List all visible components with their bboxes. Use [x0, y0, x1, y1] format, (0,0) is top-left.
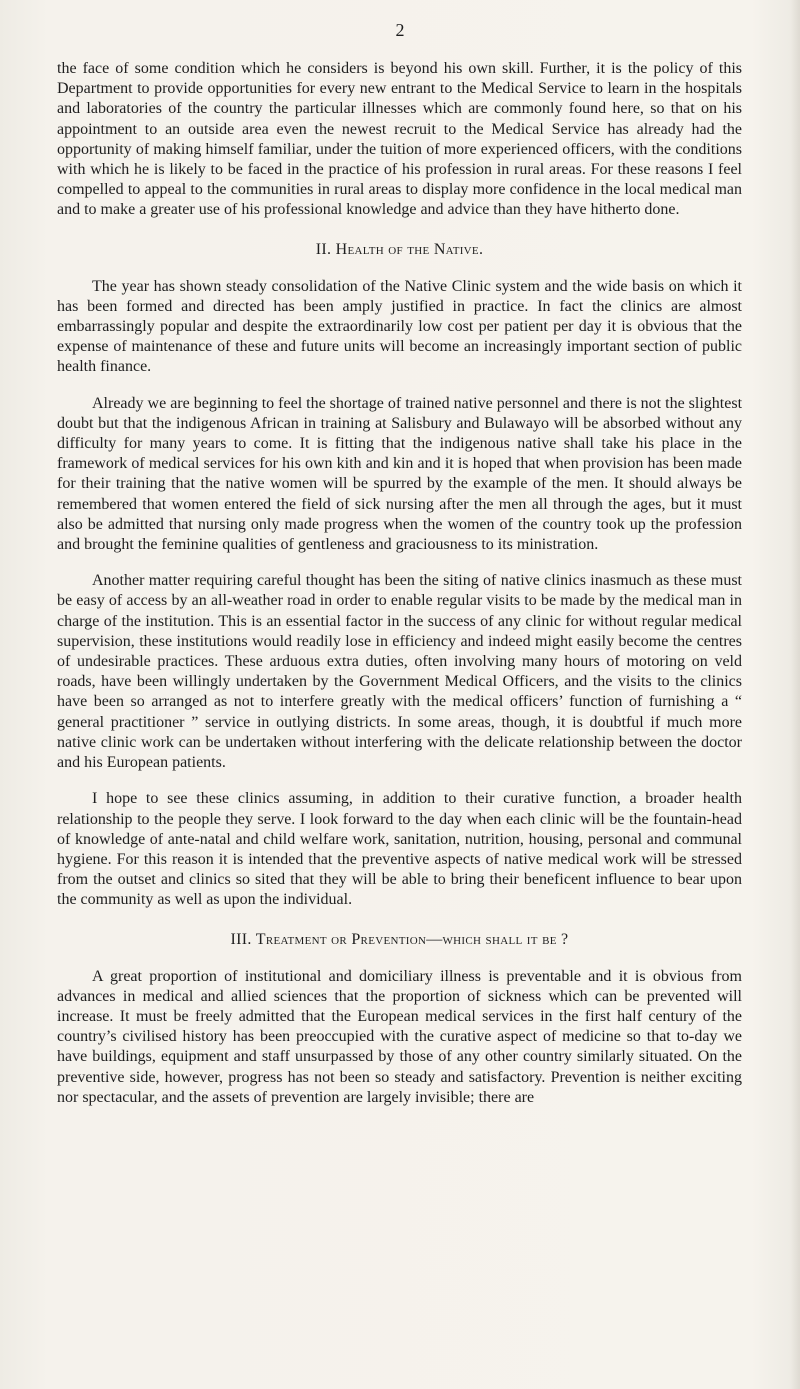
paragraph-preventable-illness: A great proportion of institutional and domiciliary illness is preventable and it is obvious from advances in medical and allied sciences that the proportion of sickness which can be prevented will increase. It must be freely admitted that the European medical services in the first half century of the country’s civilised history has been preoccupied with the curative aspect of medicine so that to-day we have buildings, equipment and staff unsurpassed by those of any other country similarly situated. On the preventive side, however, progress has not been so steady and satisfactory. Prevention is neither exciting nor spectacular, and the assets of prevention are largely invisible; there are — [57, 967, 742, 1106]
paragraph-clinic-siting: Another matter requiring careful thought has been the siting of native clinics inasmuch as these must be easy of access by an all-weather road in order to enable regular visits to be made by the medical man in charge of the institution. This is an essential factor in the success of any clinic for without regular medical supervision, these institutions would readily lose in efficiency and indeed might easily become the centres of undesirable practices. These arduous extra duties, often involving many hours of motoring on veld roads, have been willingly undertaken by the Government Medical Officers, and the visits to the clinics have been so arranged as not to interfere greatly with the medical officers’ function of furnishing a “ general practitioner ” service in outlying districts. In some areas, though, it is doubtful if much more native clinic work can be undertaken without interfering with the delicate relationship between the doctor and his European patients. — [57, 572, 742, 772]
section-heading-treatment-prevention: III. Treatment or Prevention—which shall it be ? — [230, 930, 569, 948]
page-number: 2 — [395, 20, 405, 40]
page-edge-shadow — [790, 0, 800, 1389]
document-body — [57, 59, 742, 1108]
paragraph-native-clinic-system: The year has shown steady consolidation of the Native Clinic system and the wide basis on which it has been formed and directed has been amply justified in practice. In fact the clinics are almost embarrassingly popular and despite the extraordinarily low cost per patient per day it is obvious that the expense of maintenance of these and future units will become an increasingly important section of public health finance. — [57, 277, 742, 376]
paragraph-continuation: the face of some condition which he considers is beyond his own skill. Further, it is the policy of this Department to provide opportunities for every new entrant to the Medical Service to learn in the hospitals and laboratories of the country the particular illnesses which are commonly found here, so that on his appointment to an outside area even the newest recruit to the Medical Service has already had the opportunity of making himself familiar, under the tuition of more experienced officers, with the conditions with which he is likely to be faced in the practice of his profession in rural areas. For these reasons I feel compelled to appeal to the communities in rural areas to display more confidence in the local medical man and to make a greater use of his professional knowledge and advice than they have hitherto done. — [57, 60, 742, 219]
section-heading-health-of-native: II. Health of the Native. — [315, 240, 484, 258]
paragraph-broader-health: I hope to see these clinics assuming, in addition to their curative function, a broader health relationship to the people they serve. I look forward to the day when each clinic will be the fountain-head of knowledge of ante-natal and child welfare work, sanitation, nutrition, housing, personal and communal hygiene. For this reason it is intended that the preventive aspects of native medical work will be stressed from the outset and clinics so sited that they will be able to bring their beneficent influence to bear upon the community as well as upon the individual. — [57, 790, 742, 909]
paragraph-native-personnel: Already we are beginning to feel the shortage of trained native personnel and there is not the slightest doubt but that the indigenous African in training at Salisbury and Bulawayo will be absorbed without any difficulty for many years to come. It is fitting that the indigenous native shall take his place in the framework of medical services for his own kith and kin and it is hoped that when provision has been made for their training that the native women will be spurred by the example of the men. It should always be remembered that women entered the field of sick nursing after the men all through the ages, but it must also be admitted that nursing only made progress when the women of the country took up the profession and brought the feminine qualities of gentleness and graciousness to its ministration. — [57, 394, 743, 554]
